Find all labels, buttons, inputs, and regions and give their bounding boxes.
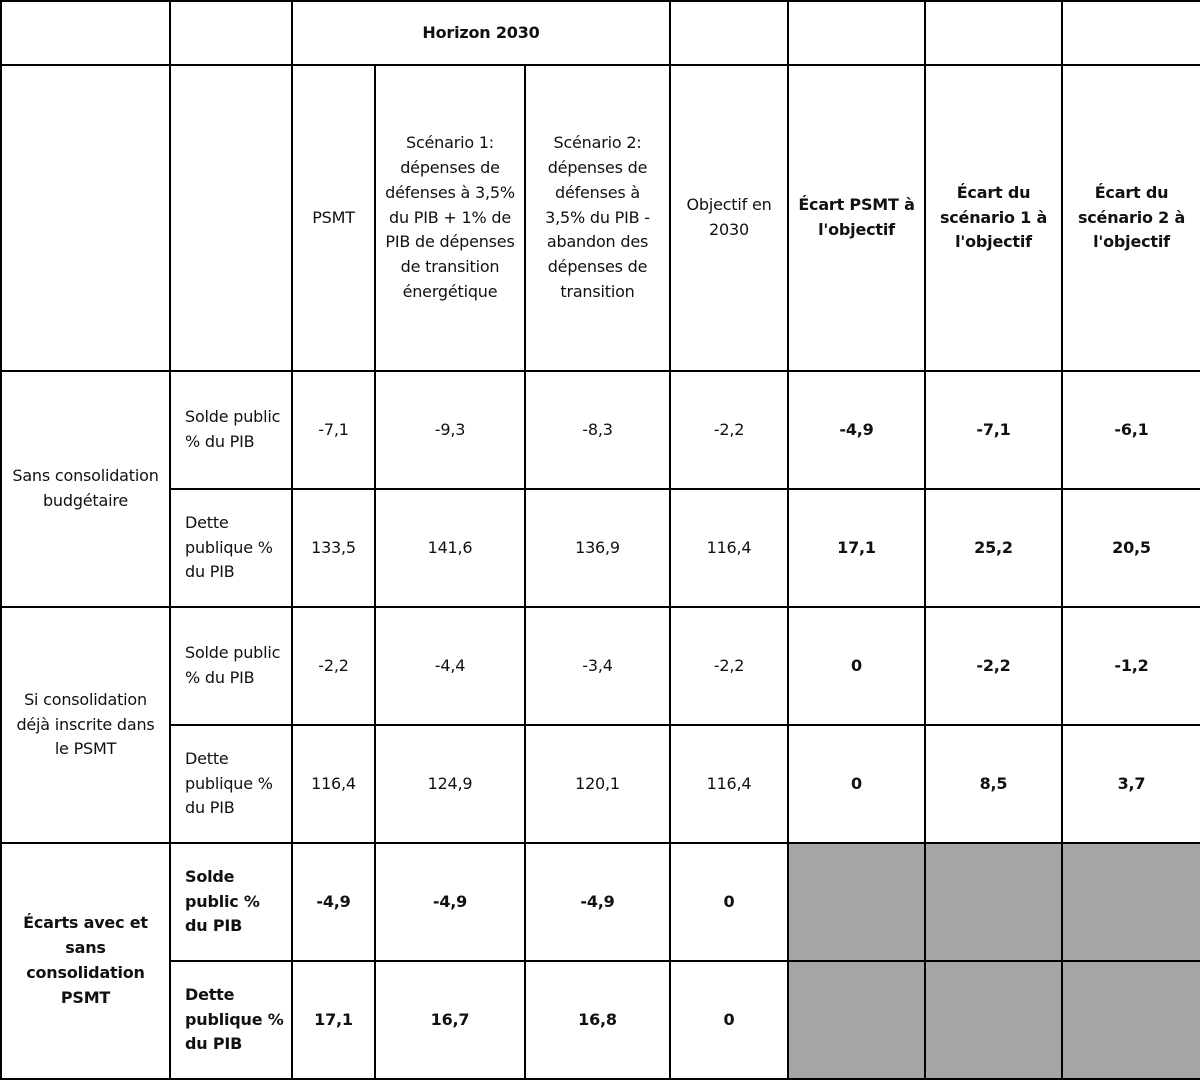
value-cell: 116,4 bbox=[670, 489, 788, 607]
table-row bbox=[1, 371, 1200, 489]
value-cell: -8,3 bbox=[525, 371, 670, 489]
grey-empty-cell bbox=[925, 843, 1062, 961]
grey-empty-cell bbox=[788, 843, 925, 961]
value-cell: 0 bbox=[670, 961, 788, 1079]
value-cell: 17,1 bbox=[292, 961, 375, 1079]
col-header-scenario-1: Scénario 1: dépenses de défenses à 3,5% du PIB + 1% de PIB de dépenses de transition énergétique bbox=[375, 65, 525, 371]
table-row bbox=[1, 489, 1200, 607]
value-cell: 16,7 bbox=[375, 961, 525, 1079]
value-cell: 120,1 bbox=[525, 725, 670, 843]
empty-corner-cell bbox=[1, 1, 170, 65]
grey-empty-cell bbox=[925, 961, 1062, 1079]
row-metric-label: Solde public % du PIB bbox=[170, 843, 292, 961]
empty-header-cell bbox=[1062, 1, 1200, 65]
col-header-psmt: PSMT bbox=[292, 65, 375, 371]
value-cell: 133,5 bbox=[292, 489, 375, 607]
value-cell: -2,2 bbox=[292, 607, 375, 725]
horizon-2030-header: Horizon 2030 bbox=[292, 1, 670, 65]
value-cell: 136,9 bbox=[525, 489, 670, 607]
column-header-row bbox=[1, 65, 1200, 371]
value-cell: -7,1 bbox=[292, 371, 375, 489]
grey-empty-cell bbox=[1062, 961, 1200, 1079]
table-row bbox=[1, 843, 1200, 961]
gap-value-cell: -4,9 bbox=[788, 371, 925, 489]
value-cell: 141,6 bbox=[375, 489, 525, 607]
value-cell: -4,4 bbox=[375, 607, 525, 725]
col-header-ecart-scenario-2: Écart du scénario 2 à l'objectif bbox=[1062, 65, 1200, 371]
col-header-scenario-2: Scénario 2: dépenses de défenses à 3,5% du PIB - abandon des dépenses de transition bbox=[525, 65, 670, 371]
empty-header-cell bbox=[925, 1, 1062, 65]
gap-value-cell: -2,2 bbox=[925, 607, 1062, 725]
col-header-ecart-psmt: Écart PSMT à l'objectif bbox=[788, 65, 925, 371]
value-cell: -4,9 bbox=[525, 843, 670, 961]
value-cell: 0 bbox=[670, 843, 788, 961]
value-cell: -3,4 bbox=[525, 607, 670, 725]
row-metric-label: Dette publique % du PIB bbox=[170, 489, 292, 607]
gap-value-cell: 25,2 bbox=[925, 489, 1062, 607]
row-metric-label: Solde public % du PIB bbox=[170, 371, 292, 489]
gap-value-cell: -1,2 bbox=[1062, 607, 1200, 725]
col-header-ecart-scenario-1: Écart du scénario 1 à l'objectif bbox=[925, 65, 1062, 371]
value-cell: -2,2 bbox=[670, 371, 788, 489]
gap-value-cell: -7,1 bbox=[925, 371, 1062, 489]
value-cell: 16,8 bbox=[525, 961, 670, 1079]
value-cell: -9,3 bbox=[375, 371, 525, 489]
row-metric-label: Solde public % du PIB bbox=[170, 607, 292, 725]
table-row bbox=[1, 607, 1200, 725]
row-metric-label: Dette publique % du PIB bbox=[170, 725, 292, 843]
value-cell: 124,9 bbox=[375, 725, 525, 843]
value-cell: 116,4 bbox=[670, 725, 788, 843]
empty-corner-cell bbox=[1, 65, 170, 371]
col-header-objectif: Objectif en 2030 bbox=[670, 65, 788, 371]
gap-value-cell: -6,1 bbox=[1062, 371, 1200, 489]
empty-header-cell bbox=[170, 1, 292, 65]
grey-empty-cell bbox=[1062, 843, 1200, 961]
value-cell: -2,2 bbox=[670, 607, 788, 725]
table-row bbox=[1, 725, 1200, 843]
empty-header-cell bbox=[788, 1, 925, 65]
value-cell: -4,9 bbox=[292, 843, 375, 961]
group-label-si-consolidation: Si consolidation déjà inscrite dans le PSMT bbox=[1, 607, 170, 843]
empty-header-cell bbox=[170, 65, 292, 371]
gap-value-cell: 8,5 bbox=[925, 725, 1062, 843]
horizon-header-row bbox=[1, 1, 1200, 65]
group-label-ecarts: Écarts avec et sans consolidation PSMT bbox=[1, 843, 170, 1079]
value-cell: 116,4 bbox=[292, 725, 375, 843]
grey-empty-cell bbox=[788, 961, 925, 1079]
gap-value-cell: 0 bbox=[788, 725, 925, 843]
group-label-sans-consolidation: Sans consolidation budgétaire bbox=[1, 371, 170, 607]
empty-header-cell bbox=[670, 1, 788, 65]
gap-value-cell: 3,7 bbox=[1062, 725, 1200, 843]
gap-value-cell: 0 bbox=[788, 607, 925, 725]
row-metric-label: Dette publique % du PIB bbox=[170, 961, 292, 1079]
gap-value-cell: 20,5 bbox=[1062, 489, 1200, 607]
table-row bbox=[1, 961, 1200, 1079]
gap-value-cell: 17,1 bbox=[788, 489, 925, 607]
value-cell: -4,9 bbox=[375, 843, 525, 961]
